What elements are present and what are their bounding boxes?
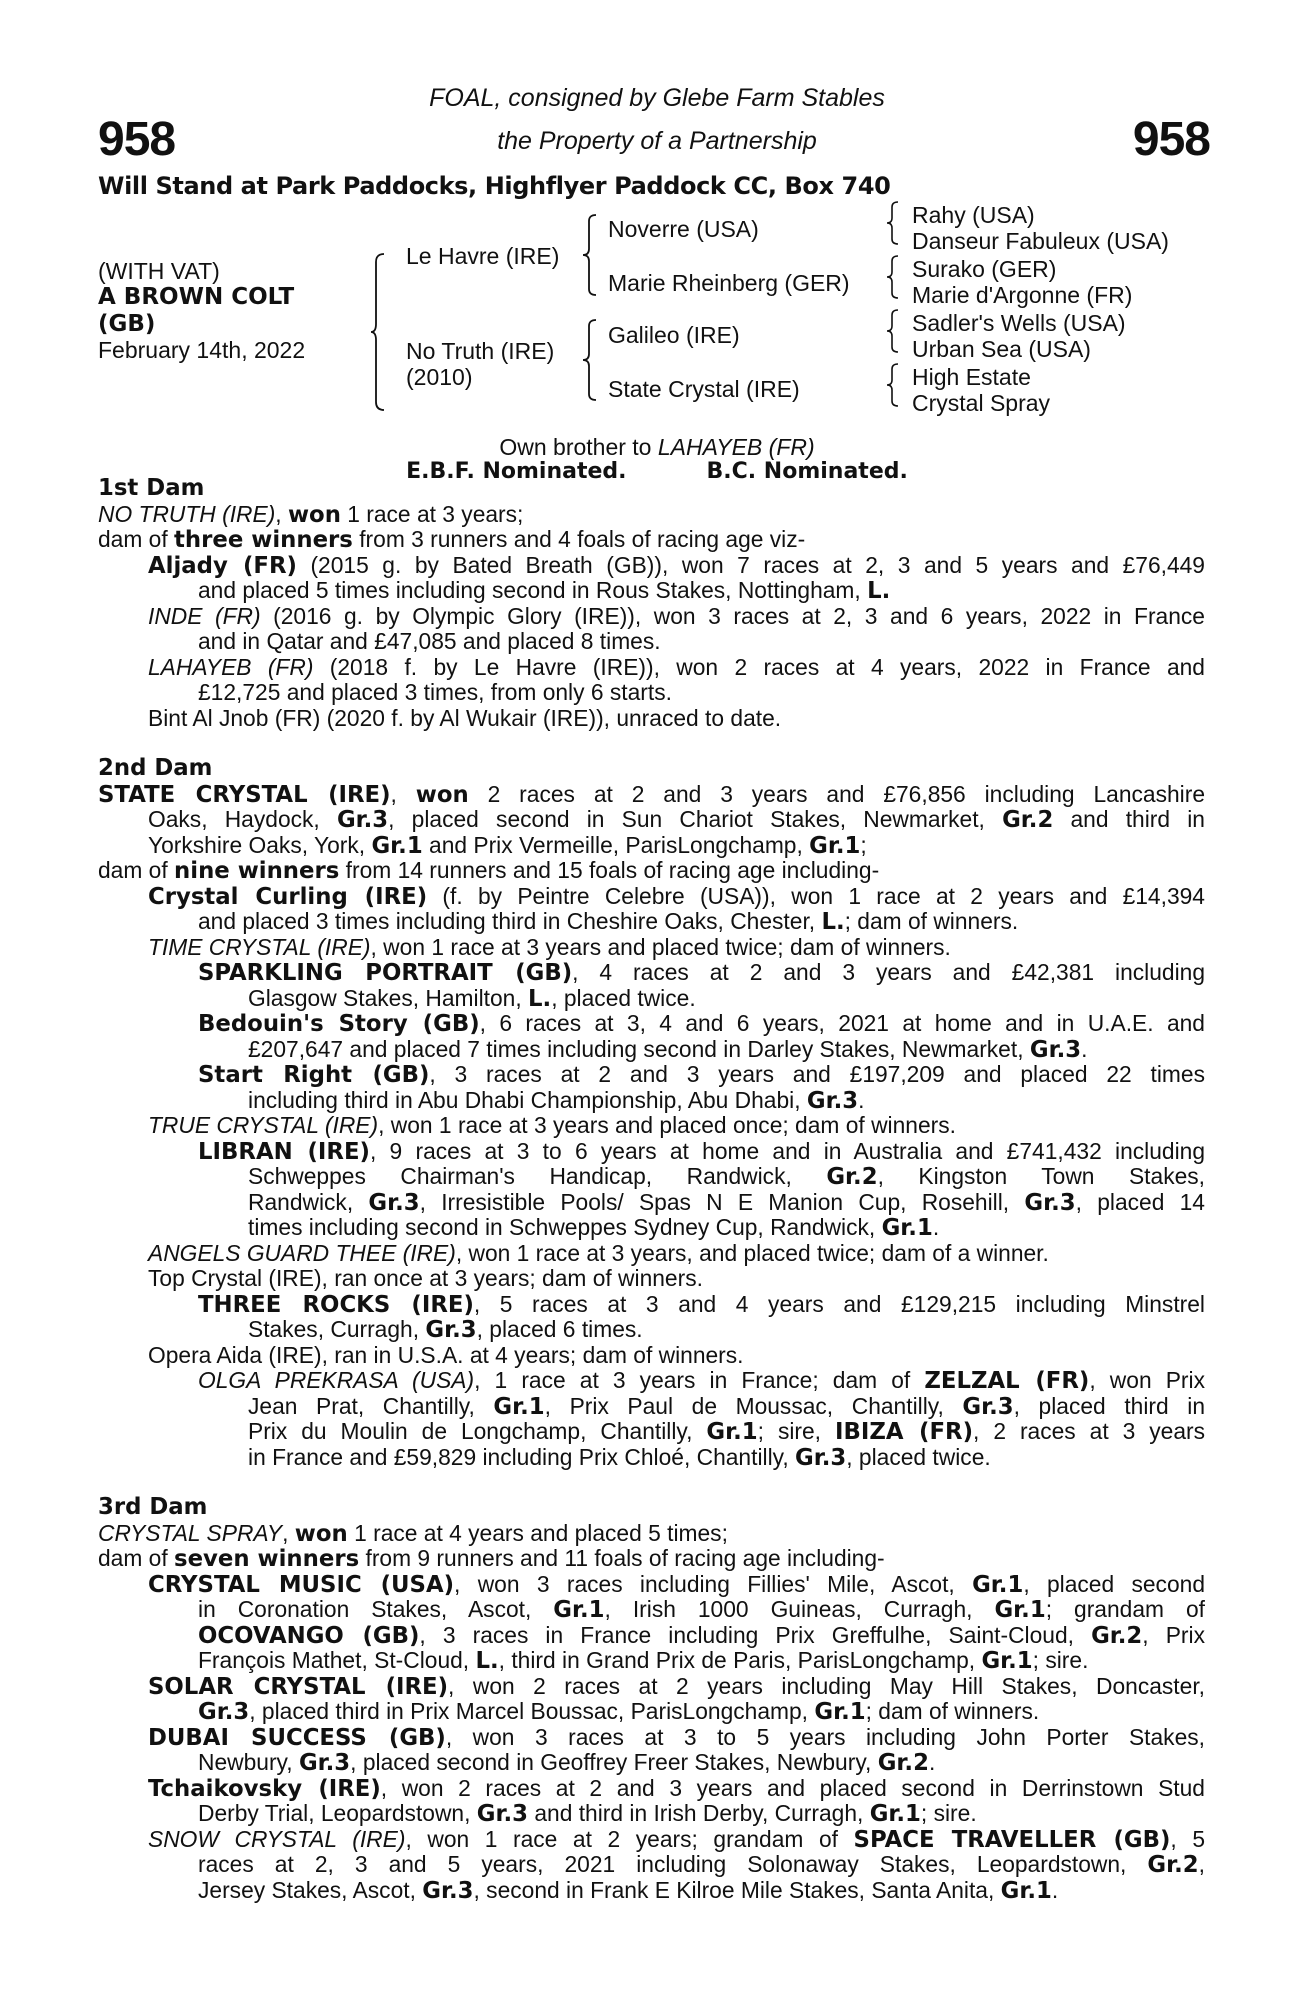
brace-g3-2 [886, 254, 900, 300]
sire: Le Havre (IRE) [406, 243, 560, 269]
property: the Property of a Partnership [497, 127, 817, 155]
g3-7: High Estate [912, 364, 1031, 390]
stand-location: Will Stand at Park Paddocks, Highflyer Paddock CC, Box 740 [98, 172, 891, 200]
second-dam-heading: 2nd Dam [98, 755, 213, 781]
horse-description: A BROWN COLT [98, 284, 295, 310]
third-dam-heading: 3rd Dam [98, 1494, 208, 1520]
g3-5: Sadler's Wells (USA) [912, 310, 1126, 336]
bc-nominated: B.C. Nominated. [706, 459, 908, 484]
brace-g3-1 [886, 200, 900, 246]
g3-4: Marie d'Argonne (FR) [912, 282, 1133, 308]
dam-sire: Galileo (IRE) [608, 322, 740, 348]
first-dam-heading: 1st Dam [98, 475, 205, 501]
ebf-nominated: E.B.F. Nominated. [406, 459, 627, 484]
lot-number-left: 958 [98, 113, 176, 166]
third-dam-section: 3rd Dam CRYSTAL SPRAY, won 1 race at 4 years and placed 5 times; dam of seven winners from 9 runners and 11 foals of racing age including- CRYSTAL MUSIC (USA), won 3 races including Fillies' Mile, Ascot, Gr.1, placed second in Coronation Stakes, Ascot, Gr.1, Irish 1000 Guineas, Curragh, Gr.1; grandam of OCOVANGO (GB), 3 races in France including Prix Greffulhe, Saint-Cloud, Gr.2, Prix François Mathet, St-Cloud, L., third in Grand Prix de Paris, ParisLongchamp, Gr.1; sire. SOLAR CRYSTAL (IRE), won 2 races at 2 years including May Hill Stakes, Doncaster, Gr.3, placed third in Prix Marcel Boussac, ParisLongchamp, Gr.1; dam of winners. DUBAI SUCCESS (GB), won 3 races at 3 to 5 years including John Porter Stakes, Newbury, Gr.3, placed second in Geoffrey Freer Stakes, Newbury, Gr.2. Tchaikovsky (IRE), won 2 races at 2 and 3 years and placed second in Derrinstown Stud Derby Trial, Leopardstown, Gr.3 and third in Irish Derby, Curragh, Gr.1; sire. SNOW CRYSTAL (IRE), won 1 race at 2 years; grandam of SPACE TRAVELLER (GB), 5 races at 2, 3 and 5 years, 2021 including Solonaway Stakes, Leopardstown, Gr.2, Jersey Stakes, Ascot, Gr.3, second in Frank E Kilroe Mile Stakes, Santa Anita, Gr.1. [98, 1494, 1205, 1904]
catalogue-body [98, 476, 1205, 1903]
g3-8: Crystal Spray [912, 390, 1051, 416]
pedigree-brace-sire [582, 213, 598, 297]
pedigree-brace-main [370, 252, 386, 412]
horse-country: (GB) [98, 311, 156, 337]
pedigree-brace-dam [582, 318, 598, 402]
dam-dam: State Crystal (IRE) [608, 376, 800, 402]
own-brother: Own brother to LAHAYEB (FR) [499, 434, 815, 460]
brace-g3-3 [886, 308, 900, 354]
lot-number-right: 958 [1132, 113, 1210, 166]
sire-sire: Noverre (USA) [608, 216, 759, 242]
vat-label: (WITH VAT) [98, 258, 220, 284]
date-of-birth: February 14th, 2022 [98, 337, 306, 363]
g3-6: Urban Sea (USA) [912, 336, 1091, 362]
dam: No Truth (IRE) [406, 338, 555, 364]
dam-year: (2010) [406, 364, 473, 390]
g3-1: Rahy (USA) [912, 202, 1035, 228]
first-dam-section: 1st Dam NO TRUTH (IRE), won 1 race at 3 years; dam of three winners from 3 runners and 4 foals of racing age viz- Aljady (FR) (2015 g. by Bated Breath (GB)), won 7 races at 2, 3 and 5 years and £76,449 and placed 5 times including second in Rous Stakes, Nottingham, L. INDE (FR) (2016 g. by Olympic Glory (IRE)), won 3 races at 2, 3 and 6 years, 2022 in France and in Qatar and £47,085 and placed 8 times. LAHAYEB (FR) (2018 f. by Le Havre (IRE)), won 2 races at 4 years, 2022 in France and £12,725 and placed 3 times, from only 6 starts. Bint Al Jnob (FR) (2020 f. by Al Wukair (IRE)), unraced to date. [98, 475, 1205, 731]
sire-dam: Marie Rheinberg (GER) [608, 270, 850, 296]
pedigree [0, 0, 1314, 440]
consignor: FOAL, consigned by Glebe Farm Stables [429, 84, 885, 112]
g3-3: Surako (GER) [912, 256, 1057, 282]
brace-g3-4 [886, 362, 900, 408]
g3-2: Danseur Fabuleux (USA) [912, 228, 1169, 254]
second-dam-section: 2nd Dam STATE CRYSTAL (IRE), won 2 races at 2 and 3 years and £76,856 including Lancashire Oaks, Haydock, Gr.3, placed second in Sun Chariot Stakes, Newmarket, Gr.2 and third in Yorkshire Oaks, York, Gr.1 and Prix Vermeille, ParisLongchamp, Gr.1; dam of nine winners from 14 runners and 15 foals of racing age including- Crystal Curling (IRE) (f. by Peintre Celebre (USA)), won 1 race at 2 years and £14,394 and placed 3 times including third in Cheshire Oaks, Chester, L.; dam of winners. TIME CRYSTAL (IRE), won 1 race at 3 years and placed twice; dam of winners. SPARKLING PORTRAIT (GB), 4 races at 2 and 3 years and £42,381 including Glasgow Stakes, Hamilton, L., placed twice. Bedouin's Story (GB), 6 races at 3, 4 and 6 years, 2021 at home and in U.A.E. and £207,647 and placed 7 times including second in Darley Stakes, Newmarket, Gr.3. Start Right (GB), 3 races at 2 and 3 years and £197,209 and placed 22 times including third in Abu Dhabi Championship, Abu Dhabi, Gr.3. TRUE CRYSTAL (IRE), won 1 race at 3 years and placed once; dam of winners. LIBRAN (IRE), 9 races at 3 to 6 years at home and in Australia and £741,432 including Schweppes Chairman's Handicap, Randwick, Gr.2, Kingston Town Stakes, Randwick, Gr.3, Irresistible Pools/ Spas N E Manion Cup, Rosehill, Gr.3, placed 14 times including second in Schweppes Sydney Cup, Randwick, Gr.1. ANGELS GUARD THEE (IRE), won 1 race at 3 years, and placed twice; dam of a winner. Top Crystal (IRE), ran once at 3 years; dam of winners. THREE ROCKS (IRE), 5 races at 3 and 4 years and £129,215 including Minstrel Stakes, Curragh, Gr.3, placed 6 times. Opera Aida (IRE), ran in U.S.A. at 4 years; dam of winners. OLGA PREKRASA (USA), 1 race at 3 years in France; dam of ZELZAL (FR), won Prix Jean Prat, Chantilly, Gr.1, Prix Paul de Moussac, Chantilly, Gr.3, placed third in Prix du Moulin de Longchamp, Chantilly, Gr.1; sire, IBIZA (FR), 2 races at 3 years in France and £59,829 including Prix Chloé, Chantilly, Gr.3, placed twice. [98, 755, 1206, 1471]
